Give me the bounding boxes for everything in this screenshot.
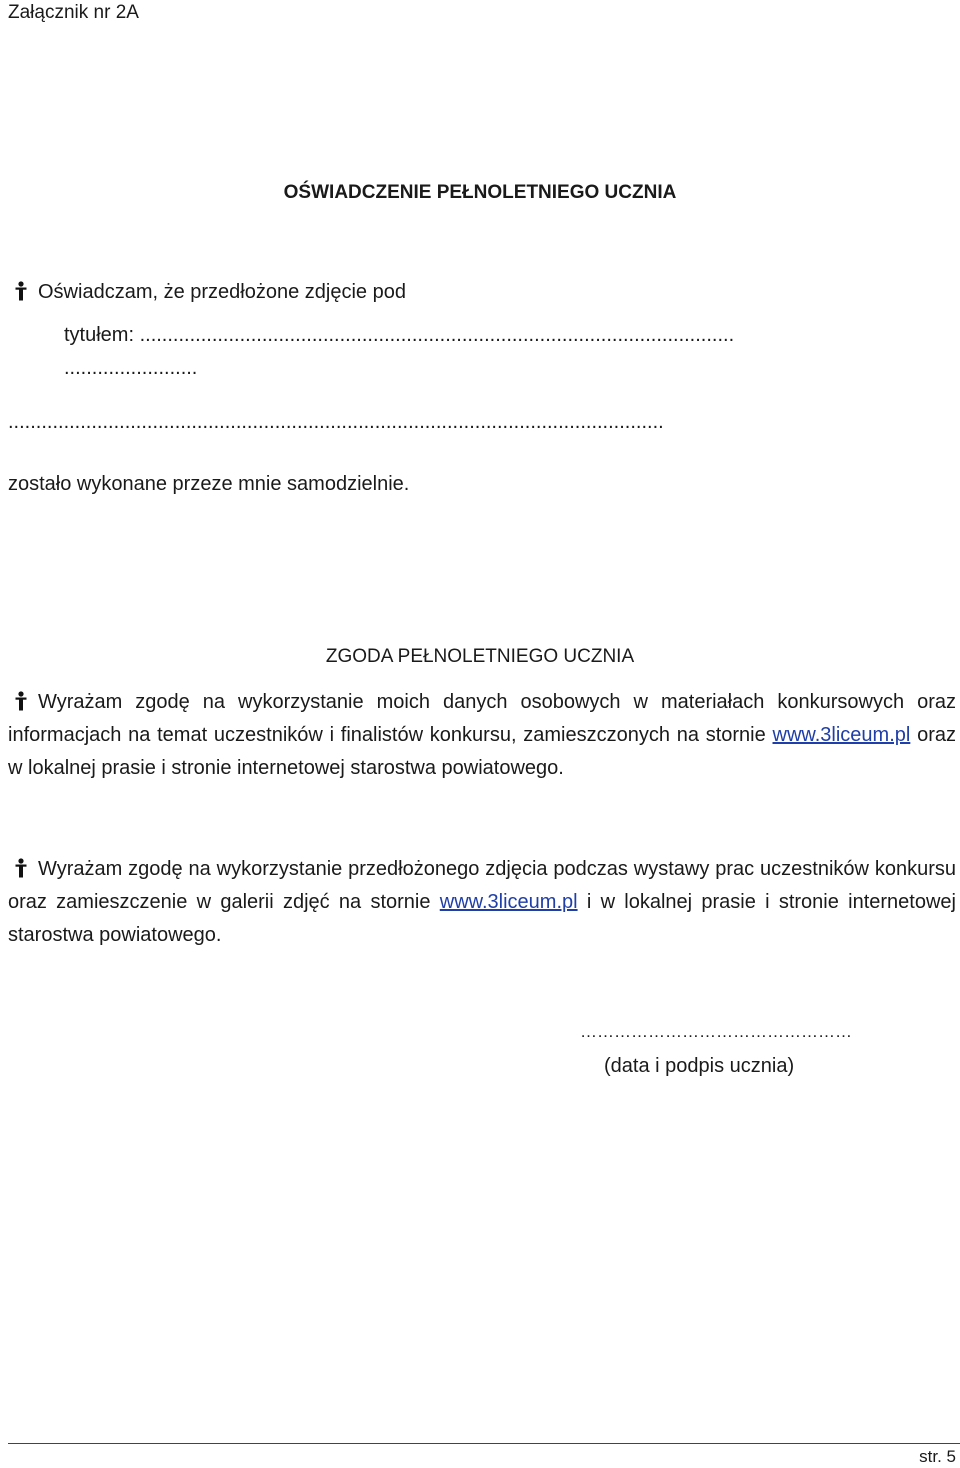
consent-paragraph-2-text: Wyrażam zgodę na wykorzystanie przedłożonego zdjęcia podczas wystawy prac uczestników konkursu oraz zamieszczenie w galerii zdjęć na stornie [8,858,956,913]
school-website-link[interactable]: www.3liceum.pl [772,724,911,746]
declaration-closing: zostało wykonane przeze mnie samodzielnie. [8,473,410,495]
consent-title: ZGODA PEŁNOLETNIEGO UCZNIA [325,646,635,667]
page-number: str. 5 [919,1447,956,1466]
consent-paragraph-1-text: Wyrażam zgodę na wykorzystanie moich danych osobowych w materiałach konkursowych oraz informacjach na temat uczestników i finalistów konkursu, zamieszczonych na stornie [8,691,956,746]
attachment-label: Załącznik nr 2A [8,2,139,23]
consent-paragraph-1 [8,686,956,785]
consent-paragraph-1-tail: oraz w lokalnej prasie i stronie internetowej starostwa powiatowego. [8,724,956,779]
consent-paragraph-2-tail: i w lokalnej prasie i stronie internetowej starostwa powiatowego. [8,891,956,946]
signature-label: (data i podpis ucznia) [604,1055,795,1077]
consent-paragraph-2 [8,853,956,952]
declaration-title: OŚWIADCZENIE PEŁNOLETNIEGO UCZNIA [283,182,677,203]
person-icon [14,858,28,878]
title-field-line-2: ...................................................................................................................... [8,411,664,433]
footer-divider [8,1443,960,1444]
signature-line: ………………………………………… [580,1022,852,1041]
title-field-line: tytułem: ........................................................................................................... [64,324,735,346]
person-icon [14,691,28,711]
school-website-link[interactable]: www.3liceum.pl [439,891,578,913]
declaration-line-1 [14,276,406,309]
title-field-continuation: ........................ [64,357,198,379]
declaration-line-1-text: Oświadczam, że przedłożone zdjęcie pod [38,281,406,303]
person-icon [14,281,28,301]
